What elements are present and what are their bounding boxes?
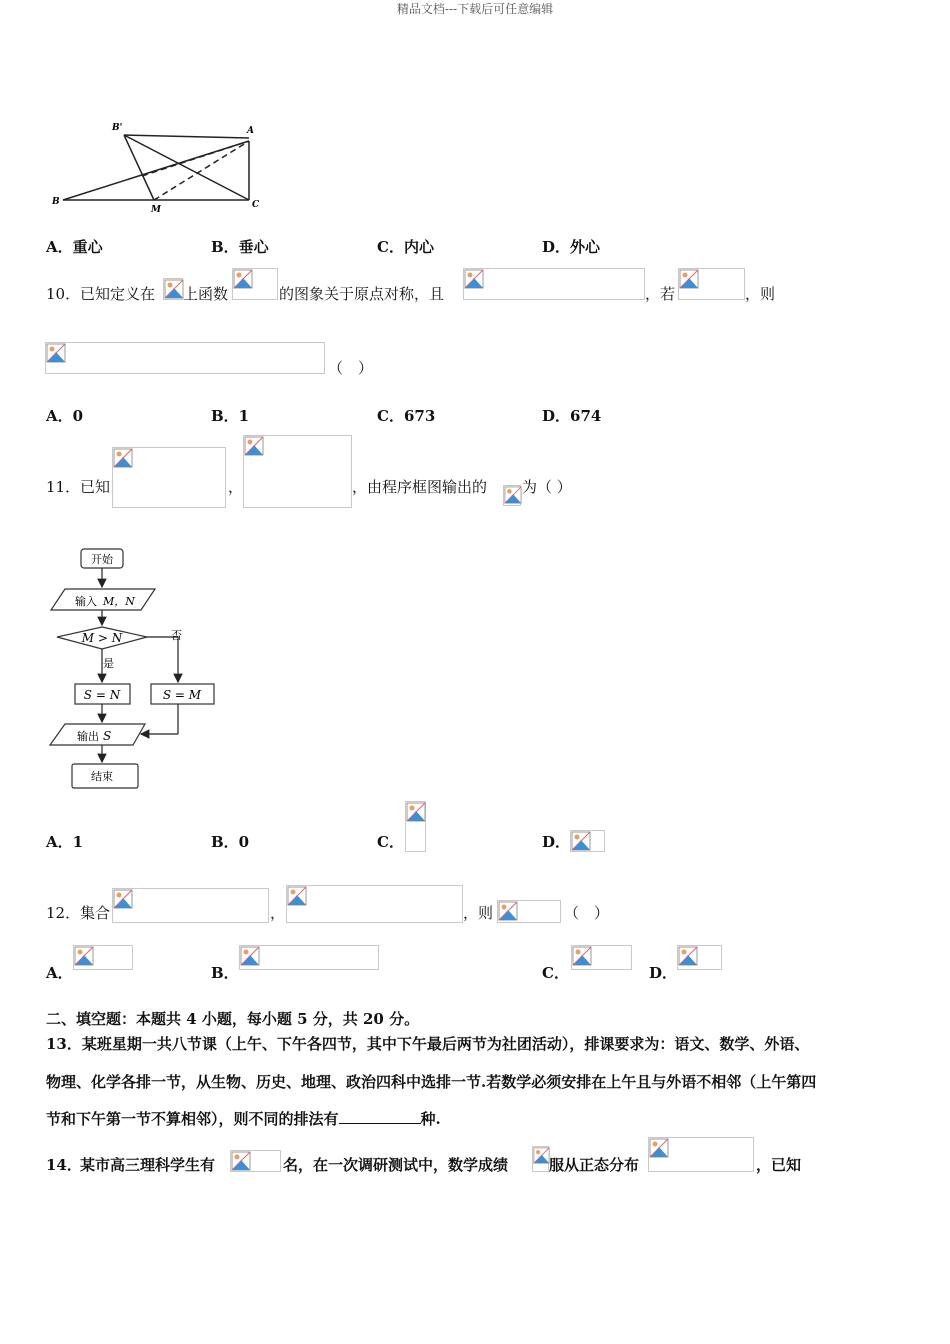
formula-image [571,945,632,970]
formula-image [239,945,379,970]
q14-text-3: 服从正态分布 [549,1156,640,1174]
broken-image-icon [164,279,184,299]
q10-text-2: 上函数 [183,285,229,303]
q14-text-4: ，已知 [756,1156,802,1174]
formula-image [678,268,745,300]
q11-text-3: 为（ ） [522,478,572,496]
broken-image-icon [46,343,66,363]
q12-option-c: C． [542,964,569,982]
q13-line-3 [46,1108,441,1129]
flow-output-var: S [103,729,112,743]
q12-option-b: B． [211,964,239,982]
q10-text-5: ，则 [745,285,776,303]
flow-start-label: 开始 [91,553,113,566]
flow-assign-right: S = M [162,688,202,702]
page-header: 精品文档---下载后可任意编辑 [396,2,554,16]
broken-image-icon [678,946,698,966]
q14-text-1: 某市高三理科学生有 [80,1156,216,1174]
formula-image [503,485,521,506]
q13-line-3-end: 种. [420,1110,441,1128]
q13-line-1: 13．某班星期一共八节课（上午、下午各四节，其中下午最后两节为社团活动），排课要求为：语文、数学、外语、 [46,1035,810,1053]
flow-condition: M > N [81,631,123,645]
triangle-figure [46,118,276,218]
flow-end-label: 结束 [91,770,113,783]
q12-option-a: A． [46,964,73,982]
broken-image-icon [406,802,426,822]
q10-option-c: C．673 [377,407,436,425]
q11-option-c: C． [377,833,404,851]
q12-option-d: D． [649,964,678,982]
q11-comma: ， [228,478,244,496]
flow-input-vars: M，N [103,595,135,608]
broken-image-icon [287,886,307,906]
q9-option-b: B．垂心 [211,238,269,256]
broken-image-icon [74,946,94,966]
broken-image-icon [464,269,484,289]
q11-option-a: A．1 [46,833,84,851]
q13-line-3-text: 节和下午第一节不算相邻），则不同的排法有 [46,1110,339,1128]
label-b: B [52,197,60,207]
q12-answer-paren: （ ） [564,904,610,922]
broken-image-icon [233,269,253,289]
formula-image [163,278,183,300]
q12-text-2: ，则 [463,904,494,922]
q10-text-1: 已知定义在 [80,285,156,303]
section-title: 二、填空题：本题共 4 小题，每小题 5 分，共 20 分。 [46,1010,420,1028]
q10-text-4: ，若 [645,285,676,303]
formula-image [112,888,269,923]
label-a: A [247,126,254,136]
broken-image-icon [113,448,133,468]
broken-image-icon [533,1147,550,1164]
flow-yes-label: 是 [103,657,114,670]
broken-image-icon [572,946,592,966]
formula-image [73,945,133,970]
label-m: M [151,205,161,215]
q9-option-d: D．外心 [542,238,601,256]
q12-comma: ， [270,904,286,922]
q12-text-1: 集合 [80,904,111,922]
broken-image-icon [571,831,591,851]
broken-image-icon [231,1151,251,1171]
broken-image-icon [113,889,133,909]
q14-text-2: 名，在一次调研测试中，数学成绩 [283,1156,509,1174]
q10-number: 10． [46,285,81,303]
formula-image [230,1150,281,1172]
q11-option-b: B．0 [211,833,250,851]
broken-image-icon [679,269,699,289]
formula-image [243,435,352,508]
formula-image [232,268,278,300]
q11-option-d: D． [542,833,571,851]
broken-image-icon [240,946,260,966]
q13-line-2: 物理、化学各排一节，从生物、历史、地理、政治四科中选排一节.若数学必须安排在上午且与外语不相邻（上午第四 [46,1073,817,1091]
formula-image [677,945,722,970]
flow-input-label: 输入 [75,595,97,608]
q11-number: 11． [46,478,81,496]
formula-image [286,885,463,923]
q11-text-2: ，由程序框图输出的 [352,478,488,496]
broken-image-icon [244,436,264,456]
flow-no-label: 否 [171,629,182,642]
answer-blank [339,1110,421,1124]
formula-image [112,447,226,508]
q10-option-a: A．0 [46,407,84,425]
q9-option-a: A．重心 [46,238,103,256]
formula-image [570,830,605,852]
q10-option-d: D．674 [542,407,602,425]
formula-image [405,801,426,852]
broken-image-icon [498,901,518,921]
broken-image-icon [504,486,522,504]
flow-output-label: 输出 [77,730,99,743]
q14-number: 14． [46,1156,82,1174]
broken-image-icon [649,1138,669,1158]
q9-option-c: C．内心 [377,238,434,256]
label-c: C [252,200,260,210]
formula-image [463,268,645,300]
formula-image [532,1146,549,1172]
q10-answer-paren: （ ） [328,359,374,377]
formula-image [497,900,561,923]
label-b-prime: B' [112,123,123,133]
q10-text-3: 的图象关于原点对称，且 [279,285,445,303]
formula-image [648,1137,754,1172]
q11-text-1: 已知 [80,478,111,496]
formula-image [45,342,325,374]
flow-assign-left: S = N [83,688,121,702]
q10-option-b: B．1 [211,407,250,425]
flowchart [45,545,225,795]
q12-number: 12． [46,904,81,922]
